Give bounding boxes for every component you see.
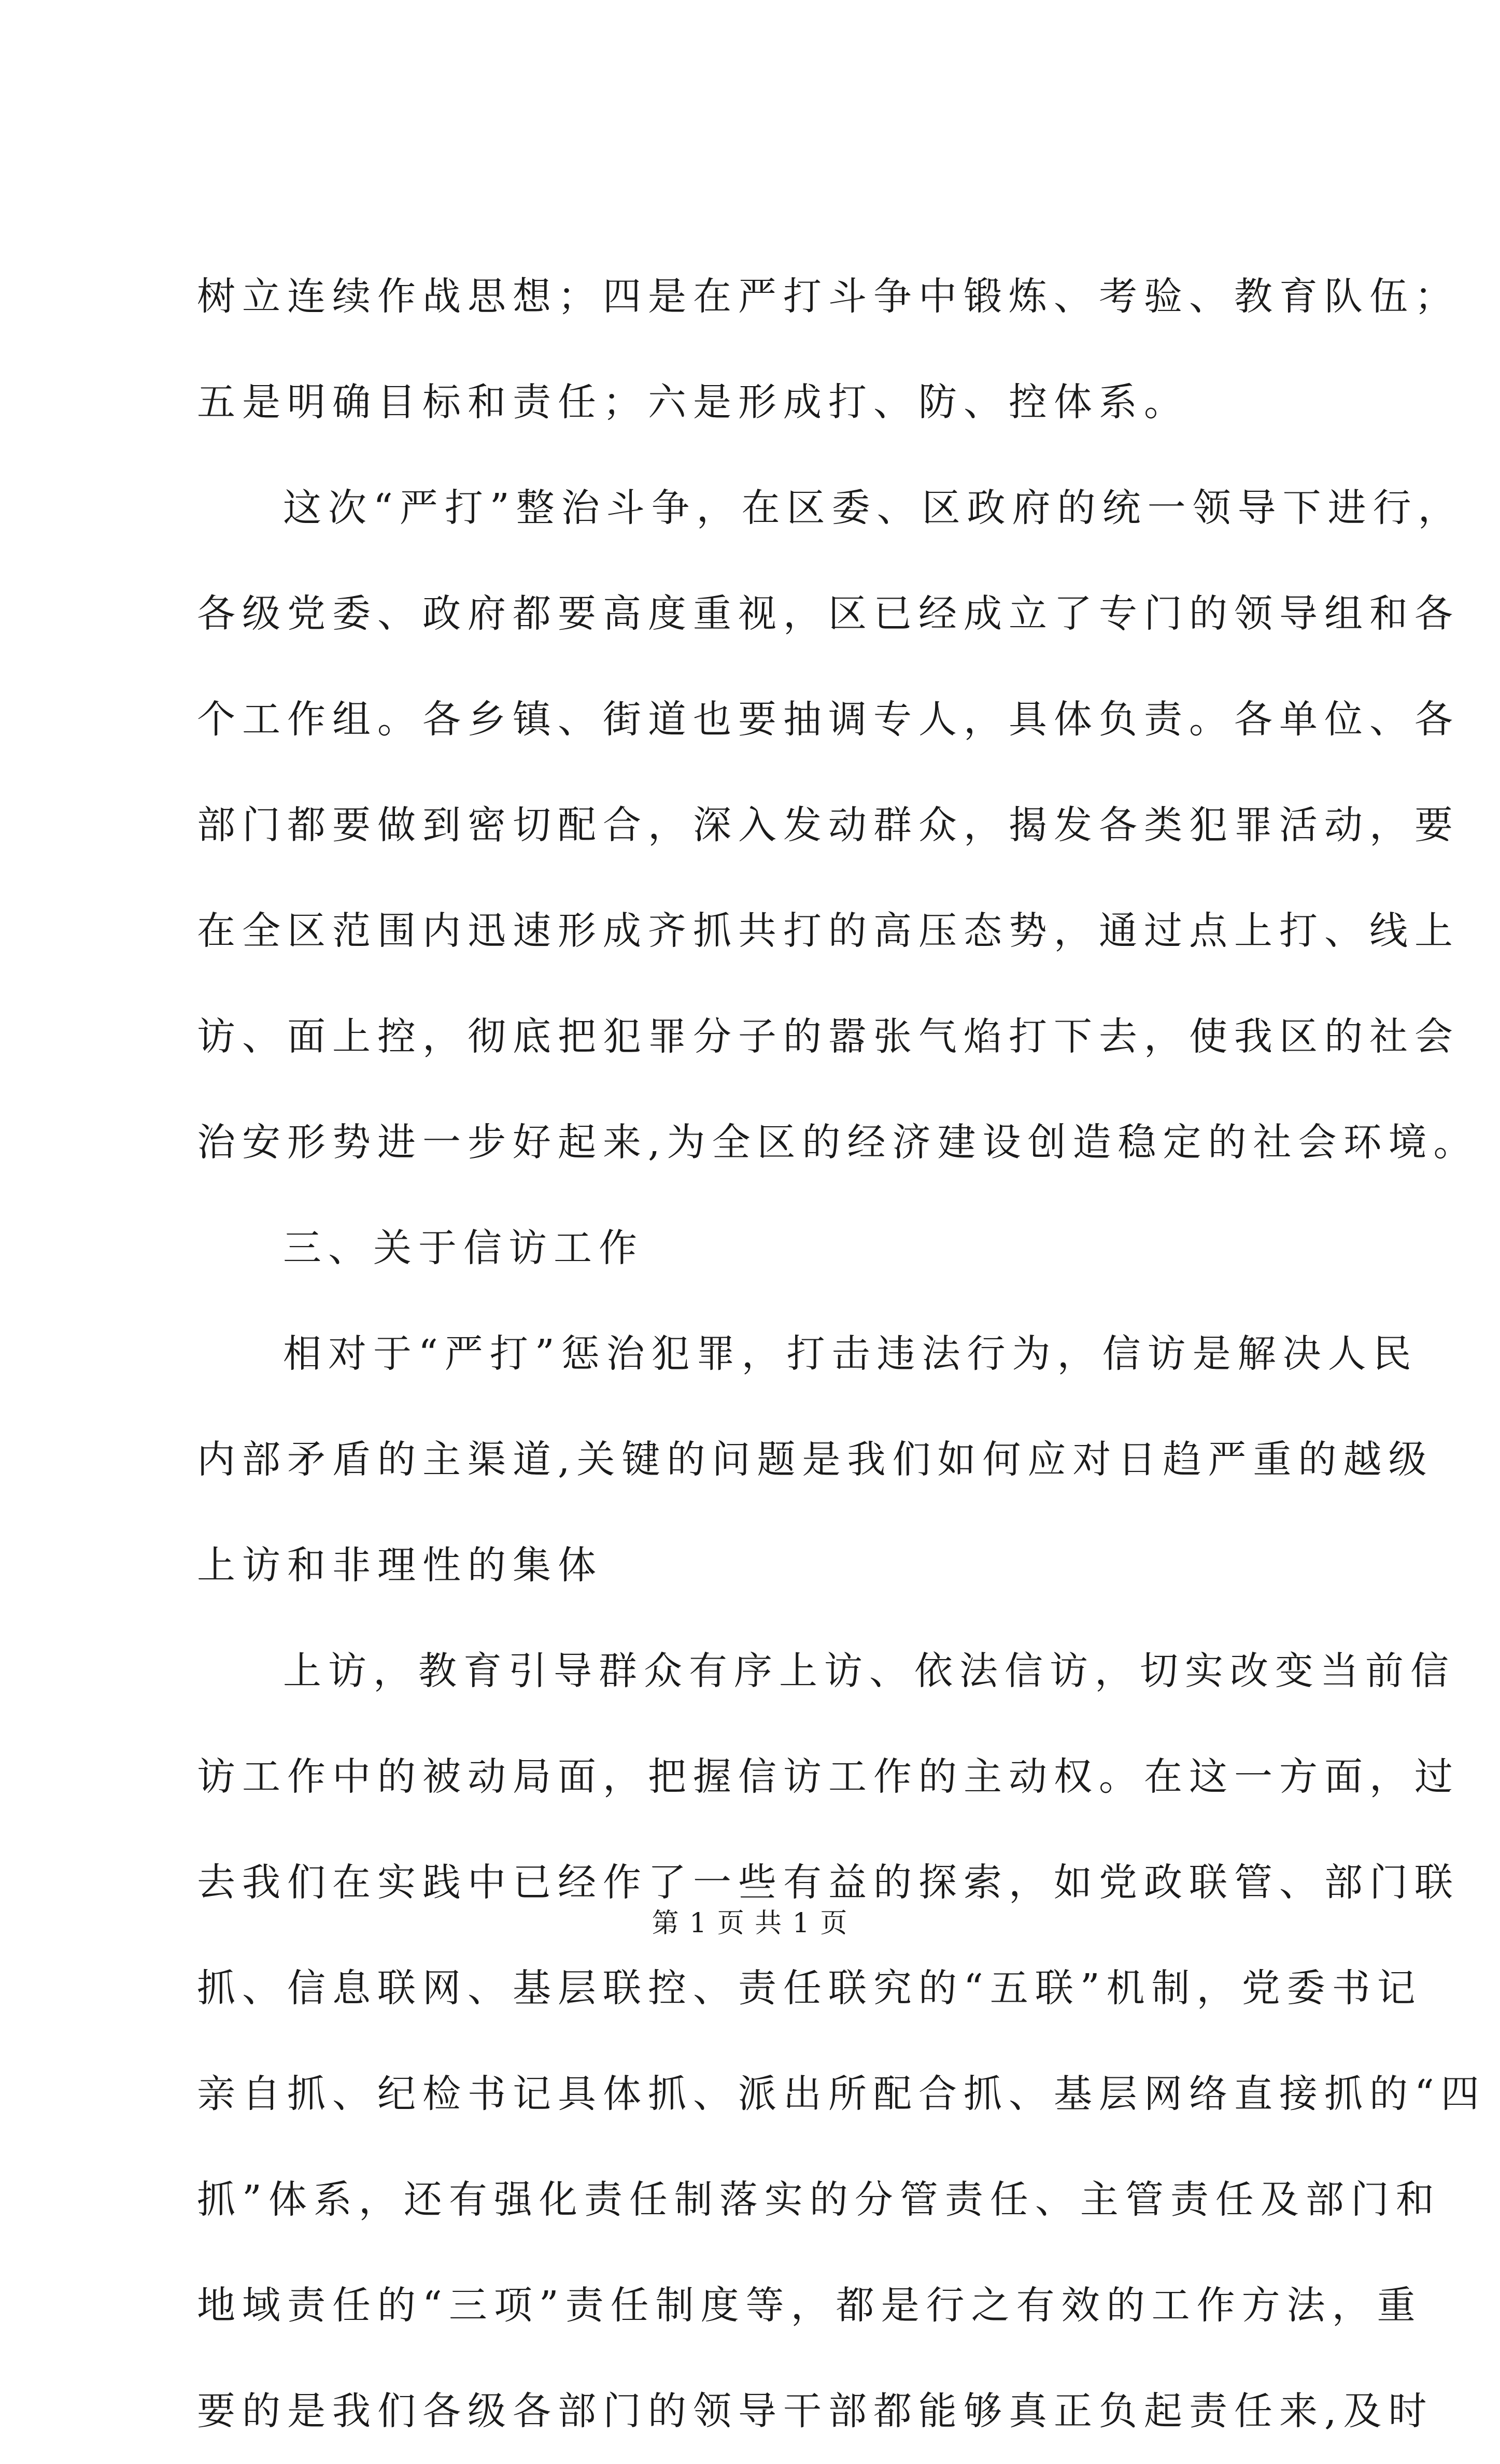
- text-line: 部门都要做到密切配合，深入发动群众，揭发各类犯罪活动，要: [197, 803, 1460, 847]
- text-line: 亲自抓、纪检书记具体抓、派出所配合抓、基层网络直接抓的“四: [197, 2072, 1486, 2116]
- text-line: 治安形势进一步好起来,为全区的经济建设创造稳定的社会环境。: [197, 1120, 1479, 1165]
- text-line: 五是明确目标和责任；六是形成打、防、控体系。: [197, 380, 1189, 424]
- text-line: 去我们在实践中已经作了一些有益的探索，如党政联管、部门联: [197, 1860, 1460, 1905]
- text-line: 要的是我们各级各部门的领导干部都能够真正负起责任来,及时: [197, 2389, 1434, 2433]
- text-line: 在全区范围内迅速形成齐抓共打的高压态势，通过点上打、线上: [197, 909, 1460, 953]
- text-line: 各级党委、政府都要高度重视，区已经成立了专门的领导组和各: [197, 591, 1460, 636]
- text-line: 抓”体系，还有强化责任制落实的分管责任、主管责任及部门和: [197, 2177, 1441, 2222]
- text-line: 地域责任的“三项”责任制度等，都是行之有效的工作方法，重: [197, 2283, 1422, 2328]
- text-line: 上访和非理性的集体: [197, 1543, 603, 1588]
- text-line: 树立连续作战思想；四是在严打斗争中锻炼、考验、教育队伍；: [197, 274, 1460, 319]
- paragraph-start-line: 上访，教育引导群众有序上访、依法信访，切实改变当前信: [283, 1649, 1455, 1693]
- section-heading: 三、关于信访工作: [283, 1226, 644, 1270]
- text-line: 内部矛盾的主渠道,关键的问题是我们如何应对日趋严重的越级: [197, 1437, 1434, 1482]
- paragraph-start-line: 相对于“严打”惩治犯罪，打击违法行为，信访是解决人民: [283, 1332, 1418, 1376]
- text-line: 抓、信息联网、基层联控、责任联究的“五联”机制，党委书记: [197, 1966, 1422, 2010]
- text-line: 访工作中的被动局面，把握信访工作的主动权。在这一方面，过: [197, 1754, 1460, 1799]
- text-line: 访、面上控，彻底把犯罪分子的嚣张气焰打下去，使我区的社会: [197, 1014, 1460, 1059]
- text-line: 个工作组。各乡镇、街道也要抽调专人，具体负责。各单位、各: [197, 697, 1460, 742]
- page-number-footer: 第 1 页 共 1 页: [652, 1908, 848, 1939]
- document-body: [197, 244, 1486, 2464]
- paragraph-start-line: 这次“严打”整治斗争，在区委、区政府的统一领导下进行，: [283, 486, 1463, 530]
